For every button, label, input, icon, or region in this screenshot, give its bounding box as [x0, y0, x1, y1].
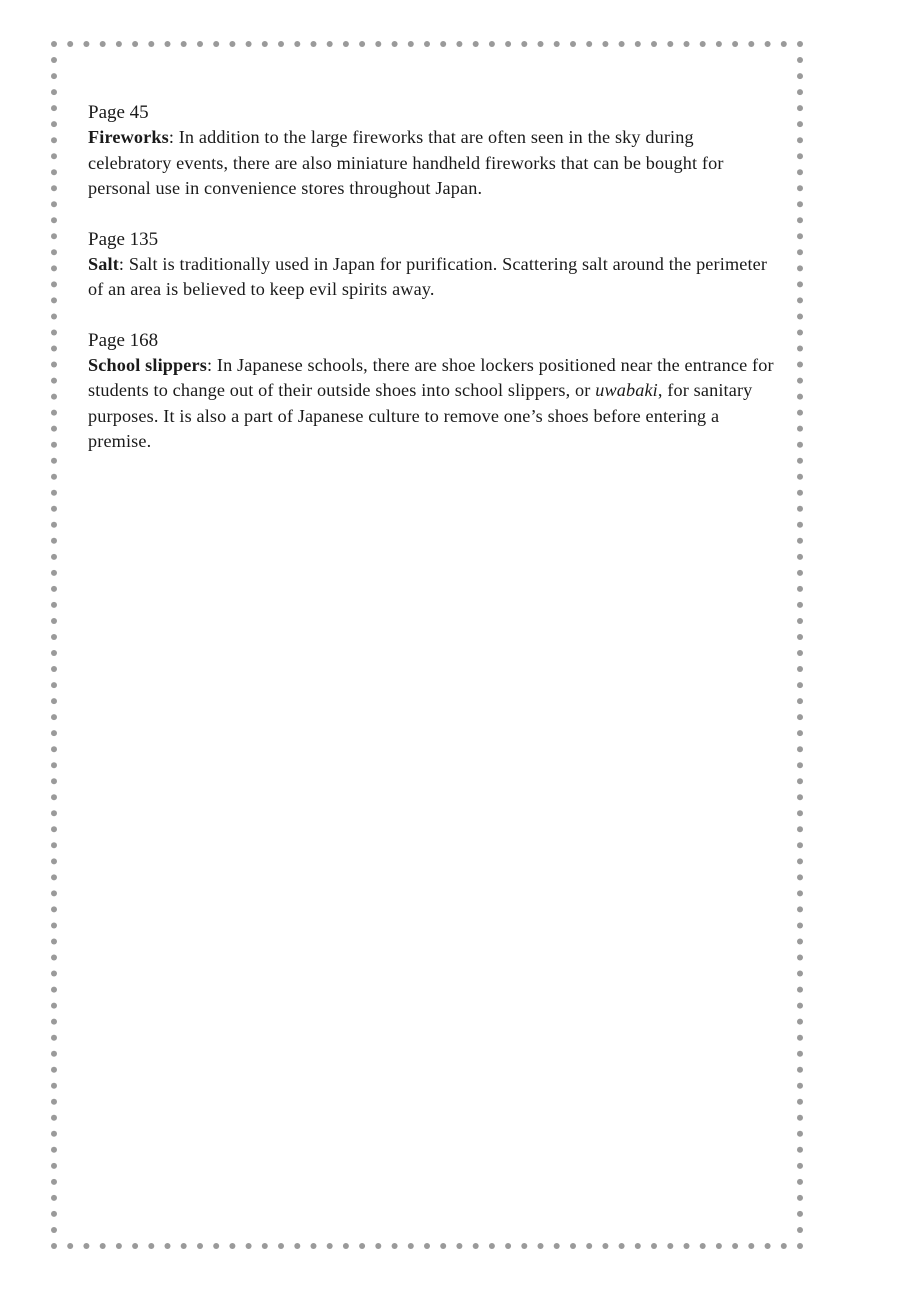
- border-dot: [262, 41, 268, 47]
- border-dot: [132, 41, 138, 47]
- border-dot: [797, 153, 803, 159]
- border-dot: [797, 89, 803, 95]
- border-dot: [51, 346, 57, 352]
- border-dot: [440, 1243, 446, 1249]
- page-reference: Page 168: [88, 329, 159, 351]
- border-dot: [619, 41, 625, 47]
- border-dot: [473, 41, 479, 47]
- border-dot: [392, 1243, 398, 1249]
- border-dot: [797, 1115, 803, 1121]
- border-dot: [684, 1243, 690, 1249]
- border-dot: [489, 41, 495, 47]
- border-dot: [51, 586, 57, 592]
- border-dot: [716, 41, 722, 47]
- foreign-term: uwabaki: [595, 380, 658, 400]
- border-dot: [473, 1243, 479, 1249]
- page-reference: Page 45: [88, 102, 149, 123]
- border-dot: [797, 586, 803, 592]
- border-dot: [797, 874, 803, 880]
- border-dot: [51, 297, 57, 303]
- border-dot: [311, 41, 317, 47]
- border-dot: [797, 987, 803, 993]
- border-dot: [797, 185, 803, 191]
- border-dot: [505, 1243, 511, 1249]
- border-dot: [51, 362, 57, 368]
- border-dot: [797, 650, 803, 656]
- border-dot: [278, 41, 284, 47]
- border-dot: [67, 1243, 73, 1249]
- border-dot: [51, 153, 57, 159]
- note-text: [88, 252, 778, 303]
- border-dot: [51, 1179, 57, 1185]
- border-dot: [181, 41, 187, 47]
- note-text: [88, 353, 778, 455]
- border-dot: [797, 217, 803, 223]
- border-dot: [51, 714, 57, 720]
- border-dot: [781, 1243, 787, 1249]
- border-dot: [132, 1243, 138, 1249]
- border-dot: [375, 41, 381, 47]
- page-reference: Page 135: [88, 228, 159, 250]
- border-dot: [229, 41, 235, 47]
- border-dot: [51, 730, 57, 736]
- border-dot: [797, 618, 803, 624]
- border-dot: [229, 1243, 235, 1249]
- border-dot: [797, 1243, 803, 1249]
- border-dot: [51, 1067, 57, 1073]
- border-dot: [51, 314, 57, 320]
- border-dot: [797, 297, 803, 303]
- border-dot: [538, 1243, 544, 1249]
- border-dot: [83, 1243, 89, 1249]
- border-dot: [797, 1035, 803, 1041]
- border-dot: [667, 41, 673, 47]
- border-dot: [797, 666, 803, 672]
- border-dot: [51, 474, 57, 480]
- border-dot: [51, 698, 57, 704]
- border-dot: [51, 281, 57, 287]
- border-dot: [51, 618, 57, 624]
- border-dot: [748, 1243, 754, 1249]
- border-dot: [51, 121, 57, 127]
- border-dot: [424, 41, 430, 47]
- border-dot: [51, 1163, 57, 1169]
- border-dot: [797, 794, 803, 800]
- border-dot: [521, 1243, 527, 1249]
- note-definition-part: : In Japanese schools, there are shoe lockers positioned near the entrance for students to change out of their outside shoes into school slippers, or: [88, 354, 774, 400]
- border-dot: [213, 1243, 219, 1249]
- border-dot: [148, 1243, 154, 1249]
- note-definition: : Salt is traditionally used in Japan for purification. Scattering salt around the perimeter of an area is believed to keep evil spirits away.: [88, 253, 768, 299]
- border-dot: [51, 1051, 57, 1057]
- border-dot: [797, 826, 803, 832]
- border-dot: [586, 1243, 592, 1249]
- border-dot: [424, 1243, 430, 1249]
- border-dot: [797, 890, 803, 896]
- border-dot: [51, 906, 57, 912]
- border-dot: [797, 442, 803, 448]
- border-dot: [51, 378, 57, 384]
- border-dot: [700, 1243, 706, 1249]
- border-dot: [51, 89, 57, 95]
- border-dot: [311, 1243, 317, 1249]
- border-dot: [51, 538, 57, 544]
- border-dot: [797, 682, 803, 688]
- border-dot: [505, 41, 511, 47]
- border-dot: [51, 666, 57, 672]
- border-dot: [797, 490, 803, 496]
- note-term: Fireworks: [88, 127, 169, 147]
- border-dot: [278, 1243, 284, 1249]
- border-dot: [51, 137, 57, 143]
- border-dot: [51, 842, 57, 848]
- border-dot: [456, 1243, 462, 1249]
- border-dot: [797, 105, 803, 111]
- border-dot: [100, 41, 106, 47]
- note-entry-fireworks: [88, 100, 778, 202]
- border-dot: [294, 41, 300, 47]
- note-entry-school-slippers: [88, 328, 778, 455]
- border-dot: [51, 1211, 57, 1217]
- border-dot: [408, 41, 414, 47]
- border-dot: [51, 217, 57, 223]
- border-dot: [797, 506, 803, 512]
- border-dot: [797, 971, 803, 977]
- border-dot: [51, 233, 57, 239]
- border-dot: [797, 923, 803, 929]
- border-dot: [797, 1147, 803, 1153]
- border-dot: [51, 105, 57, 111]
- border-dot: [797, 346, 803, 352]
- border-dot: [51, 73, 57, 79]
- border-dot: [651, 41, 657, 47]
- border-dot: [83, 41, 89, 47]
- border-dot: [732, 41, 738, 47]
- border-dot: [797, 281, 803, 287]
- border-dot: [797, 426, 803, 432]
- border-dot: [797, 137, 803, 143]
- border-dot: [116, 41, 122, 47]
- border-dot: [51, 442, 57, 448]
- border-dot: [797, 474, 803, 480]
- border-dot: [570, 41, 576, 47]
- border-dot: [570, 1243, 576, 1249]
- border-dot: [148, 41, 154, 47]
- border-dot: [797, 570, 803, 576]
- border-dot: [51, 1035, 57, 1041]
- border-dot: [440, 41, 446, 47]
- border-dot: [51, 185, 57, 191]
- border-dot: [797, 233, 803, 239]
- border-dot: [797, 522, 803, 528]
- border-dot: [797, 810, 803, 816]
- border-dot: [51, 858, 57, 864]
- border-dot: [51, 554, 57, 560]
- border-dot: [684, 41, 690, 47]
- border-dot: [51, 570, 57, 576]
- border-dot: [197, 41, 203, 47]
- border-dot: [343, 41, 349, 47]
- border-dot: [67, 41, 73, 47]
- border-dot: [51, 506, 57, 512]
- border-dot: [797, 394, 803, 400]
- border-dot: [51, 522, 57, 528]
- border-dot: [51, 810, 57, 816]
- border-dot: [51, 426, 57, 432]
- border-dot: [51, 762, 57, 768]
- border-dot: [327, 1243, 333, 1249]
- border-dot: [246, 41, 252, 47]
- note-entry-salt: [88, 227, 778, 303]
- border-dot: [797, 1067, 803, 1073]
- border-dot: [619, 1243, 625, 1249]
- border-dot: [51, 923, 57, 929]
- border-dot: [797, 57, 803, 63]
- note-term: Salt: [88, 253, 119, 274]
- border-dot: [51, 650, 57, 656]
- border-dot: [343, 1243, 349, 1249]
- border-dot: [797, 458, 803, 464]
- border-dot: [797, 378, 803, 384]
- border-dot: [51, 874, 57, 880]
- border-dot: [181, 1243, 187, 1249]
- border-dot: [51, 394, 57, 400]
- border-dot: [797, 41, 803, 47]
- border-dot: [327, 41, 333, 47]
- border-dot: [51, 330, 57, 336]
- note-definition: : In addition to the large fireworks that are often seen in the sky during celebratory events, there are also miniature handheld fireworks that can be bought for personal use in convenience stores throughout Japan.: [88, 127, 724, 198]
- border-dot: [262, 1243, 268, 1249]
- border-dot: [797, 1083, 803, 1089]
- border-dot: [797, 746, 803, 752]
- border-dot: [51, 1083, 57, 1089]
- border-dot: [797, 698, 803, 704]
- border-dot: [797, 1019, 803, 1025]
- border-dot: [797, 1195, 803, 1201]
- border-dot: [797, 634, 803, 640]
- border-dot: [51, 939, 57, 945]
- border-dot: [732, 1243, 738, 1249]
- border-dot: [51, 955, 57, 961]
- border-dot: [797, 714, 803, 720]
- border-dot: [797, 121, 803, 127]
- border-dot: [51, 826, 57, 832]
- border-dot: [51, 634, 57, 640]
- border-dot: [51, 794, 57, 800]
- border-dot: [797, 955, 803, 961]
- border-dot: [586, 41, 592, 47]
- border-dot: [700, 41, 706, 47]
- border-dot: [521, 41, 527, 47]
- border-dot: [797, 1227, 803, 1233]
- border-dot: [408, 1243, 414, 1249]
- translation-notes: [88, 100, 778, 480]
- border-dot: [797, 730, 803, 736]
- border-dot: [51, 1195, 57, 1201]
- note-text: [88, 125, 778, 202]
- border-dot: [797, 538, 803, 544]
- border-dot: [456, 41, 462, 47]
- border-dot: [51, 602, 57, 608]
- border-dot: [51, 1003, 57, 1009]
- border-dot: [51, 1099, 57, 1105]
- border-dot: [51, 57, 57, 63]
- border-dot: [554, 1243, 560, 1249]
- border-dot: [797, 1211, 803, 1217]
- border-dot: [359, 41, 365, 47]
- border-dot: [797, 1131, 803, 1137]
- border-dot: [797, 602, 803, 608]
- border-dot: [51, 458, 57, 464]
- border-dot: [797, 249, 803, 255]
- border-dot: [797, 314, 803, 320]
- border-dot: [489, 1243, 495, 1249]
- border-dot: [51, 971, 57, 977]
- border-dot: [51, 778, 57, 784]
- border-dot: [765, 41, 771, 47]
- border-dot: [359, 1243, 365, 1249]
- note-term: School slippers: [88, 354, 207, 375]
- border-dot: [51, 1147, 57, 1153]
- border-dot: [116, 1243, 122, 1249]
- border-dot: [294, 1243, 300, 1249]
- border-dot: [635, 41, 641, 47]
- border-dot: [797, 554, 803, 560]
- border-dot: [392, 41, 398, 47]
- border-dot: [635, 1243, 641, 1249]
- border-dot: [51, 169, 57, 175]
- border-dot: [213, 41, 219, 47]
- border-dot: [765, 1243, 771, 1249]
- border-dot: [797, 362, 803, 368]
- border-dot: [797, 169, 803, 175]
- border-dot: [797, 330, 803, 336]
- border-dot: [51, 890, 57, 896]
- note-definition-part: , for sanitary purposes. It is also a part of Japanese culture to remove one’s shoes before entering a premise.: [88, 380, 753, 451]
- border-dot: [554, 41, 560, 47]
- border-dot: [197, 1243, 203, 1249]
- border-dot: [51, 1243, 57, 1249]
- border-dot: [51, 249, 57, 255]
- border-dot: [51, 265, 57, 271]
- border-dot: [51, 746, 57, 752]
- border-dot: [667, 1243, 673, 1249]
- border-dot: [781, 41, 787, 47]
- border-dot: [51, 682, 57, 688]
- border-dot: [716, 1243, 722, 1249]
- border-dot: [51, 410, 57, 416]
- border-dot: [797, 858, 803, 864]
- border-dot: [797, 410, 803, 416]
- border-dot: [797, 778, 803, 784]
- border-dot: [797, 1099, 803, 1105]
- border-dot: [651, 1243, 657, 1249]
- border-dot: [797, 762, 803, 768]
- border-dot: [51, 1227, 57, 1233]
- border-dot: [602, 1243, 608, 1249]
- border-dot: [797, 1163, 803, 1169]
- border-dot: [165, 41, 171, 47]
- border-dot: [748, 41, 754, 47]
- border-dot: [797, 265, 803, 271]
- border-dot: [51, 490, 57, 496]
- border-dot: [51, 1115, 57, 1121]
- border-dot: [797, 842, 803, 848]
- border-dot: [375, 1243, 381, 1249]
- border-dot: [51, 1131, 57, 1137]
- border-dot: [797, 1179, 803, 1185]
- border-dot: [797, 939, 803, 945]
- border-dot: [797, 1051, 803, 1057]
- border-dot: [51, 201, 57, 207]
- border-dot: [165, 1243, 171, 1249]
- border-dot: [100, 1243, 106, 1249]
- border-dot: [797, 201, 803, 207]
- border-dot: [51, 987, 57, 993]
- border-dot: [246, 1243, 252, 1249]
- border-dot: [797, 906, 803, 912]
- border-dot: [51, 1019, 57, 1025]
- border-dot: [797, 1003, 803, 1009]
- border-dot: [602, 41, 608, 47]
- border-dot: [797, 73, 803, 79]
- border-dot: [538, 41, 544, 47]
- border-dot: [51, 41, 57, 47]
